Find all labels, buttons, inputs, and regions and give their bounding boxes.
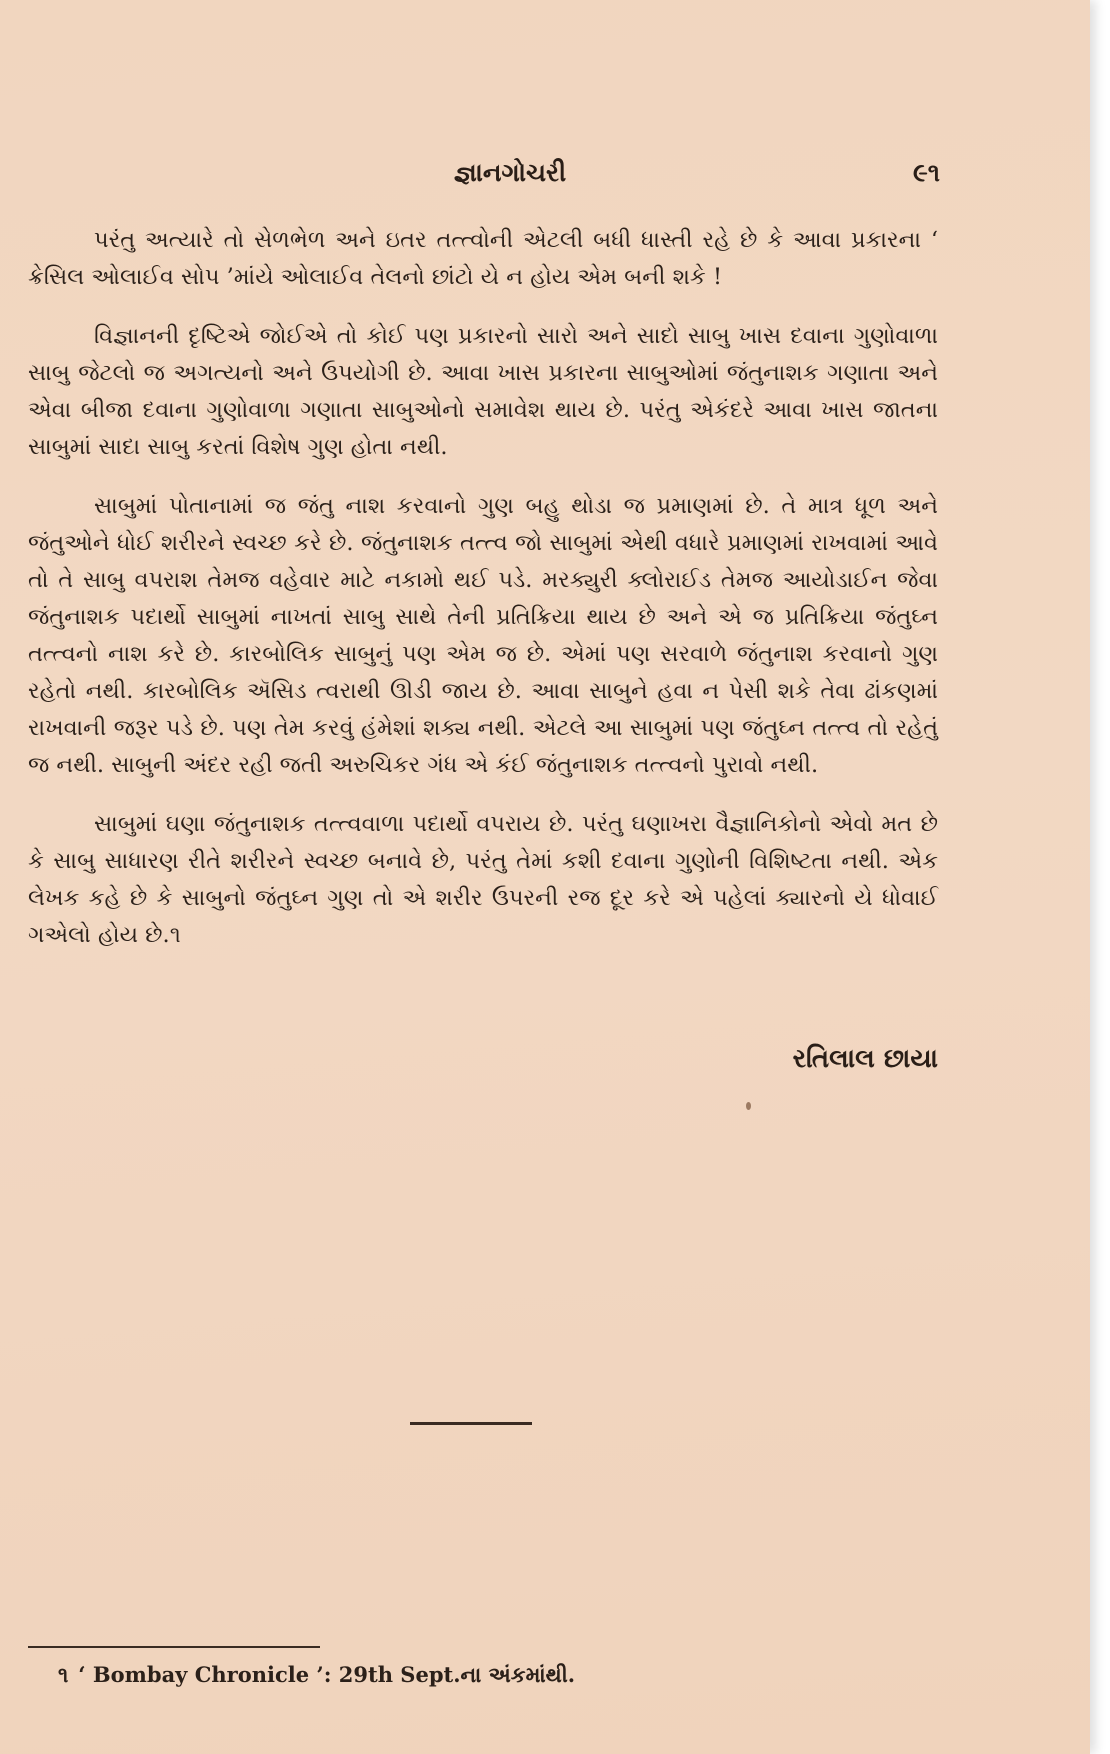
page-header	[80, 158, 940, 198]
page-number: ૯૧	[912, 158, 940, 187]
running-title: જ્ઞાનગોચરી	[453, 158, 567, 187]
section-end-rule	[410, 1422, 532, 1425]
footnote-rule	[28, 1646, 320, 1648]
paragraph-1: પરંતુ અત્યારે તો સેળભેળ અને ઇતર તત્ત્વોની એટલી બધી ધાસ્તી રહે છે કે આવા પ્રકારના ‘ ક્રેસિલ ઓલાઈવ સોપ ’માંયે ઓલાઈવ તેલનો છાંટો યે ન હોય એમ બની શકે !	[28, 227, 938, 290]
paragraph-2: વિજ્ઞાનની દૃષ્ટિએ જોઈએ તો કોઈ પણ પ્રકારનો સારો અને સાદો સાબુ ખાસ દવાના ગુણોવાળા સાબુ જેટલો જ અગત્યનો અને ઉપયોગી છે. આવા ખાસ પ્રકારના સાબુઓમાં જંતુનાશક ગણાતા અને એવા બીજા દવાના ગુણોવાળા ગણાતા સાબુઓનો સમાવેશ થાય છે. પરંતુ એકંદરે આવા ખાસ જાતના સાબુમાં સાદા સાબુ કરતાં વિશેષ ગુણ હોતા નથી.	[28, 323, 938, 460]
paragraph-4: સાબુમાં ઘણા જંતુનાશક તત્ત્વવાળા પદાર્થો વપરાય છે. પરંતુ ઘણાખરા વૈજ્ઞાનિકોનો એવો મત છે કે સાબુ સાધારણ રીતે શરીરને સ્વચ્છ બનાવે છે, પરંતુ તેમાં કશી દવાના ગુણોની વિશિષ્ટતા નથી. એક લેખક કહે છે કે સાબુનો જંતુઘ્ન ગુણ તો એ શરીર ઉપરની રજ દૂર કરે એ પહેલાં ક્યારનો યે ધોવાઈ ગએલો હોય છે.૧	[28, 811, 938, 948]
footnote-marker: ૧	[58, 1662, 69, 1687]
paragraph-3: સાબુમાં પોતાનામાં જ જંતુ નાશ કરવાનો ગુણ બહુ થોડા જ પ્રમાણમાં છે. તે માત્ર ધૂળ અને જંતુઓને ધોઈ શરીરને સ્વચ્છ કરે છે. જંતુનાશક તત્ત્વ જો સાબુમાં એથી વધારે પ્રમાણમાં રાખવામાં આવે તો તે સાબુ વપરાશ તેમજ વહેવાર માટે નકામો થઈ પડે. મરક્યુરી ક્લોરાઈડ તેમજ આયોડાઈન જેવા જંતુનાશક પદાર્થો સાબુમાં નાખતાં સાબુ સાથે તેની પ્રતિક્રિયા થાય છે અને એ જ પ્રતિક્રિયા જંતુઘ્ન તત્ત્વનો નાશ કરે છે. કારબોલિક સાબુનું પણ એમ જ છે. એમાં પણ સરવાળે જંતુનાશ કરવાનો ગુણ રહેતો નથી. કારબોલિક ઍસિડ ત્વરાથી ઊડી જાય છે. આવા સાબુને હવા ન પેસી શકે તેવા ઢાંકણમાં રાખવાની જરૂર પડે છે. પણ તેમ કરવું હંમેશાં શક્ય નથી. એટલે આ સાબુમાં પણ જંતુઘ્ન તત્ત્વ તો રહેતું જ નથી. સાબુની અંદર રહી જતી અરુચિકર ગંધ એ કંઈ જંતુનાશક તત્ત્વનો પુરાવો નથી.	[28, 493, 938, 778]
author-signature: રતિલાલ છાયા	[792, 1044, 938, 1074]
footnote	[58, 1662, 585, 1688]
article-body	[28, 222, 938, 954]
footnote-text: ‘ Bombay Chronicle ’: 29th Sept.ના અંકમાંથી.	[78, 1662, 576, 1687]
paper-speck	[746, 1102, 751, 1110]
